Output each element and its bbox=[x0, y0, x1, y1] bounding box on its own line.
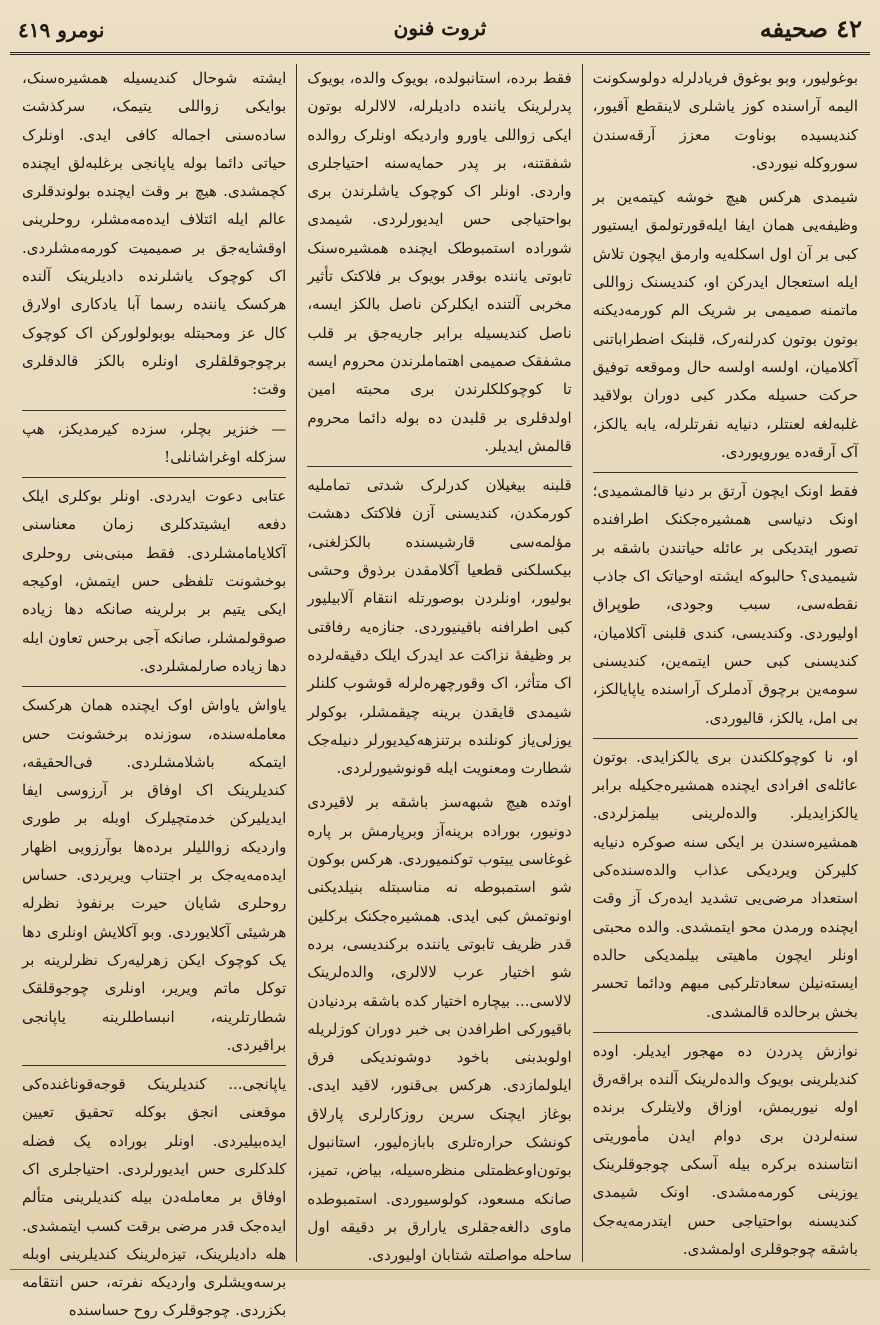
journal-title: ثروت فنون bbox=[393, 16, 487, 40]
paragraph: فقط اونک ایچون آرتق بر دنیا قالمشمیدی؛ اونک دنیاسی همشیره‌جکنک اطرافنده تصور ایتدیکی بر عائله حیاتندن باشقه بر شیمیدی؟ حالبوکه ایشته اوحیاتک اک جاذب نقطه‌سی، سبب وجودی، طوپراق اولیوردی. وکندیسی، کندی قلبنی آکلامیان، کندیسنی کبی حس ایتمه‌ین، کندیسنی سومه‌ین برچوق آدملرک آراسنده یاپایالکز، بی امل، یالکز، قالیوردی. bbox=[593, 472, 858, 732]
paragraph: اوتده هیچ شبهه‌سز باشقه بر لاقیردی دونیور، بوراده برینه‌آز وبرپارمش بر پاره غوغاسی ییتوب توکنمیوردی. هرکس بوکون شو استمبوطه نه مناسبتله بنیلدیکنی اونوتمش کبی ایدی. همشیره‌جکنک برکلین قدر ظریف تابوتی یاننده برکندیسی، برده شو اختیار عرب لالالری، والده‌لرینک لالاسی... بیچاره اختیار کده باشقه بردنیادن باقیورکی اطرافدن بی خبر دوران کوزلریله اولوبدبنی باخود دوشوندیکی فرق ایلولمازدی. هرکس بی‌قنور، لاقید ایدی. بوغاز ایچنک سرین روزکارلری پارلاق کونشک حراره‌تلری بابازه‌لیور، استانبول بوتون‌اوعظمتلی منظره‌سیله، بیاض، تمیز، صانکه مسعود، کولوسیوردی. استمبوطده ماوی دالغه‌جقلری یارارق بر دقیقه اول ساحله مواصلته شتابان اولیوردی. bbox=[307, 793, 572, 1265]
page-header bbox=[10, 12, 870, 52]
paragraph: عتابی دعوت ایدردی. اونلر بوکلری ایلک دفعه ایشیتدکلری زمان معناسنی آکلایامامشلردی. فقط مبنی‌بنی روحلری بوخشونت تلفظی حس ایتمش، اوکیجه ایکی یتیم بر برلرینه صانکه دها زیاده صوقولمشلر، صانکه آجی برحس تعاون ایله دها زیاده صارلمشلردی. bbox=[22, 477, 286, 680]
column-left bbox=[12, 64, 297, 1320]
paragraph: فقط برده، استانبولده، بویوک والده، بویوک پدرلرینک یاننده دادیلرله، لالالرله بوتون ایکی زواللی یاورو واردیکه اونلرک روالده شفقتنه، بر پدر حمایه‌سنه احتیاجلری واردی. اونلر اک کوچوک یاشلرندن بری بواحتیاجی حس ایدیورلردی. شیمدی شوراده استمبوطک ایچنده همشیره‌سنک تابوتی یاننده بوقدر بویوک بر فلاکتک تأثیر مخربی آلتنده ایکلرکن ناصل بالکز ایسه، ناصل کندیسیله برابر جاریه‌جق بر قلب مشفقک صمیمی اهتماملرندن محروم ایسه تا کوچوکلکلرندن بری محبته امین اولدقلری بر قلبدن ده بوله دائما محروم قالمش ایدیلر. bbox=[307, 69, 572, 455]
paragraph: بوغولیور، وبو بوغوق فریادلرله دولوسکونت الیمه آراسنده کوز یاشلری لاینقطع آقیور، کندیسیده بوناوت معزز آرقه‌سندن سوروکله نیوردی. bbox=[592, 69, 858, 172]
paragraph: یاپانجی... کندیلرینک قوجه‌قوناغنده‌کی موقعنی انجق بوکله تحقیق تعیین ایده‌بیلیردی. اونلر بوراده یک فضله کلدکلری حس ایدیورلردی. احتیاجلری اک اوفاق بر معامله‌دن بیله کندیلرینی متألم ایده‌جک قدر مرضی برقت کسب ایتمشدی. هله دادیلرینک، تیزه‌لرینک کندیلرینی اوبله برسه‌ویشلری واردیکه نفرته، حس انتقامه بکزردی. چوجوقلرک روح حساسنده bbox=[22, 1065, 286, 1325]
paragraph: قلبنه بیغیلان کدرلرک شدتی تماملیه کورمکدن، کندیسنی آزن فلاکتک دهشت مؤلمه‌سی قارشیسنده بالکزلغنی، بیکسلکنی قطعیا آکلامقدن برذوق وحشی بولیور، اونلردن بوصورتله انتقام آلابیلیور کبی اطرافنه باقینیوردی. جنازه‌یه رفاقتی بر وظیفهٔ نزاکت عد ایدرک ایلک دقیقه‌لرده اک متأثر، اک وقورچهره‌لرله قوشوب کلنلر شیمدی قایقدن برینه چیقمشلر، بوکولر یوزلی‌یاز کونلنده برتنزهه‌کیدیورلر دنیله‌جک شطارت ومعنویت ایله قونوشیورلردی. bbox=[307, 466, 571, 782]
column-middle bbox=[297, 64, 582, 1265]
article-columns bbox=[12, 64, 868, 1320]
paragraph: نوازش پدردن ده مهجور ایدیلر. اوده کندیلرینی بویوک والده‌لرینک آلنده براقه‌رق اوله نیوریمش، اوزاق ولایتلرک برنده سنه‌لردن بری دوام ایدن مأموریتی انتاسنده برکره بیله آسکی چوجوقلرینک یوزینی کورمه‌مشدی. اونک شیمدی کندیسنه بواحتیاجی حس ایتدرمه‌یه‌جک باشقه چوجوقلری اولمشدی. bbox=[593, 1032, 858, 1263]
column-right bbox=[583, 64, 868, 1262]
paragraph: او، نا کوچوکلکندن بری یالکزایدی. بوتون عائله‌ی افرادی ایچنده همشیره‌جکیله برابر یالکزایدیلر. والده‌لرینی بیلمزلردی. همشیره‌سندن بر ایکی سنه صوکره دنیایه کلیرکن ویردیکی عذاب والده‌سنده‌کی استعداد مرضی‌یی تشدید ایده‌رک آز وقت ایچنده ورمدن محو ایتمشدی. والده محبتی اونلر ایچون ماهیتی بیلمدیکی حالده ایسته‌نیلن سعادتلرکبی مبهم ودائما تحسر بخش برحالده قالمشدی. bbox=[593, 738, 858, 1026]
paragraph: ایشته شوحال کندیسیله همشیره‌سنک، بوایکی زواللی یتیمک، سرکذشت ساده‌سنی اجماله کافی ایدی. اونلرک حیاتی دائما بوله یاپانجی برغلبه‌لق ایچنده کچمشدی. هیچ بر وقت ایچنده بولوندقلری عالم ایله ائتلاف ایده‌مه‌مشلر، روحلرینی اوقشایه‌جق بر صمیمیت کورمه‌مشلردی. اک کوچوک یاشلرنده دادیلرینک آلنده هرکسک یاننده رسما آبا یادکاری اولارق کال عز ومحبتله بوبولولورکن اک کوچوک برچوجوقلقلری اونلره بالکز قالدقلری وقت: bbox=[22, 69, 287, 399]
page-label: ٤٢ صحيفه bbox=[759, 14, 862, 43]
dialogue-line: — خنزیر بچلر، سزده کیرمدیکز، هپ سزکله اوغراشانلی! bbox=[22, 410, 286, 472]
issue-number: نومرو ٤١٩ bbox=[18, 18, 105, 42]
footer-rule bbox=[10, 1269, 870, 1270]
paragraph: شیمدی هرکس هیچ خوشه کیتمه‌ین بر وظیفه‌یی همان ایفا ایله‌قورتولمق ایستیور کبی بر آن اول اسکله‌یه وارمق ایچون تلاش ایله استعجال ایدرکن او، کندیسنک زواللی ماتمنه صمیمی بر شریک الم کورمه‌دیکنه بوتون بوتون کدرلنه‌رک، قلبنک اضطراباتنی آکلامیان، اولسه اولسه حال وموقعه توفیق حرکت حسیله مکدر کبی دوران بولاقید غلبه‌لغه لعنتلر، دنیایه نفرتلرله، یابه یالکز، آک آرقه‌ده یورویوردی. bbox=[592, 188, 858, 461]
paragraph: یاواش یاواش اوک ایچنده همان هرکسک معامله‌سنده، سوزنده برخشونت حس ایتمکه باشلامشلردی. فی‌الحقیقه، کندیلرینک اک اوفاق بر آرزوسی ایفا ایدیلیرکن خدمتچیلرک اوبله بر طوری واردیکه زواللیلر برده‌ها بوآرزویی اظهار ایده‌مه‌یه‌جک بر اجتناب ویریردی. حساس روحلری شایان حیرت برنفوذ نظرله هرشیئی آکلایوردی. وبو آکلایش اونلری دها یک کوچوک ایکن زهرلیه‌رک نظرلرینه بر توکل ماتم ویریر، اونلری چوجوقلقک شطارتلرینه، انبساطلرینه یاپانجی براقیردی. bbox=[22, 686, 286, 1059]
header-rule bbox=[10, 52, 870, 55]
